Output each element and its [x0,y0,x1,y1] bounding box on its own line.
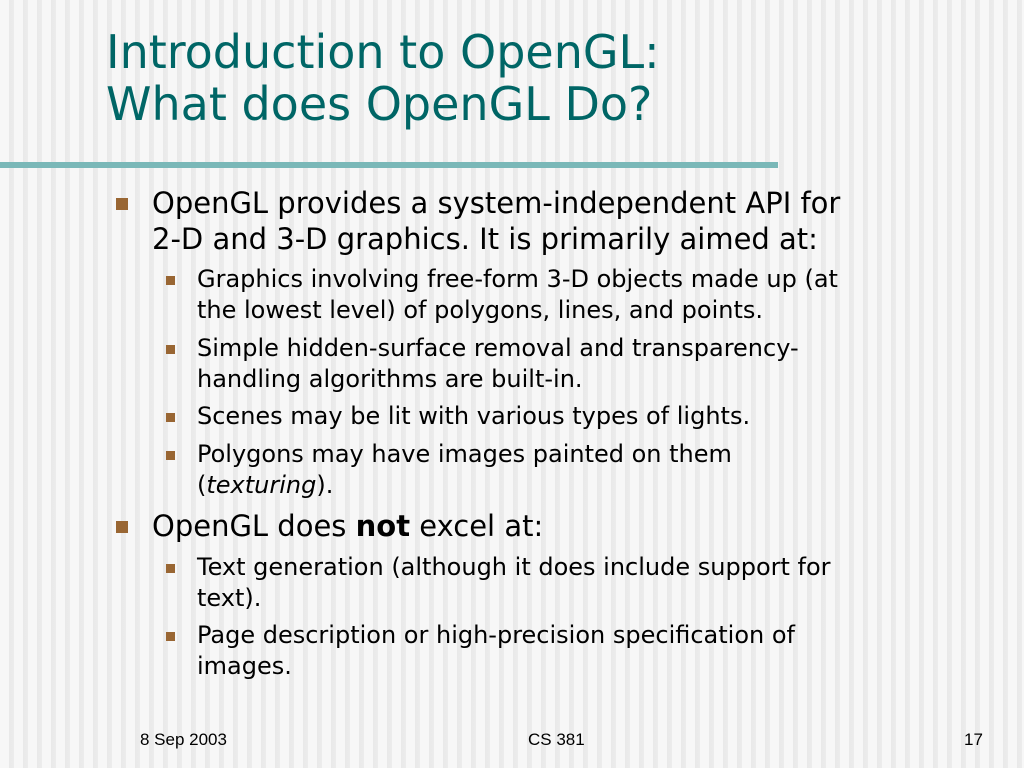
sub-bullet-square-icon [166,451,175,460]
bullet-2-emphasis: not [355,509,411,543]
sub-bullet-5-line-1: Text generation (although it does include support for [197,553,831,581]
slide-title-line-2: What does OpenGL Do? [106,77,653,131]
bullet-2-line-1 [152,509,543,544]
sub-bullet-6-line-1: Page description or high-precision specification of [197,621,795,649]
sub-bullet-6-line-2: images. [197,652,292,680]
bullet-1-line-2: 2-D and 3-D graphics. It is primarily aimed at: [152,222,818,256]
bullet-2-text-after: excel at: [410,509,544,543]
sub-bullet-2-line-2: handling algorithms are built-in. [197,365,583,393]
slide-title-line-1: Introduction to OpenGL: [106,25,660,79]
bullet-square-icon [116,198,128,210]
texturing-term: texturing [206,471,317,499]
sub-bullet-4-line-2 [197,470,333,501]
sub-bullet-4-close-paren: ). [316,471,334,499]
sub-bullet-2-line-1: Simple hidden-surface removal and transparency- [197,334,799,362]
bullet-square-icon [116,521,128,533]
sub-bullet-1-line-1: Graphics involving free-form 3-D objects made up (at [197,265,838,293]
sub-bullet-square-icon [166,632,175,641]
footer-date: 8 Sep 2003 [140,730,227,749]
sub-bullet-3-line-1: Scenes may be lit with various types of lights. [197,402,751,430]
sub-bullet-4-open-paren: ( [197,471,207,499]
bullet-1-line-1: OpenGL provides a system-independent API for [152,186,841,220]
sub-bullet-square-icon [166,276,175,285]
footer-page-number: 17 [964,730,983,749]
sub-bullet-square-icon [166,564,175,573]
sub-bullet-5-line-2: text). [197,584,262,612]
sub-bullet-4-line-1: Polygons may have images painted on them [197,440,732,468]
bullet-2-text-before: OpenGL does [152,509,356,543]
sub-bullet-1-line-2: the lowest level) of polygons, lines, and points. [197,296,764,324]
sub-bullet-square-icon [166,413,175,422]
footer-course: CS 381 [528,730,585,749]
sub-bullet-square-icon [166,345,175,354]
